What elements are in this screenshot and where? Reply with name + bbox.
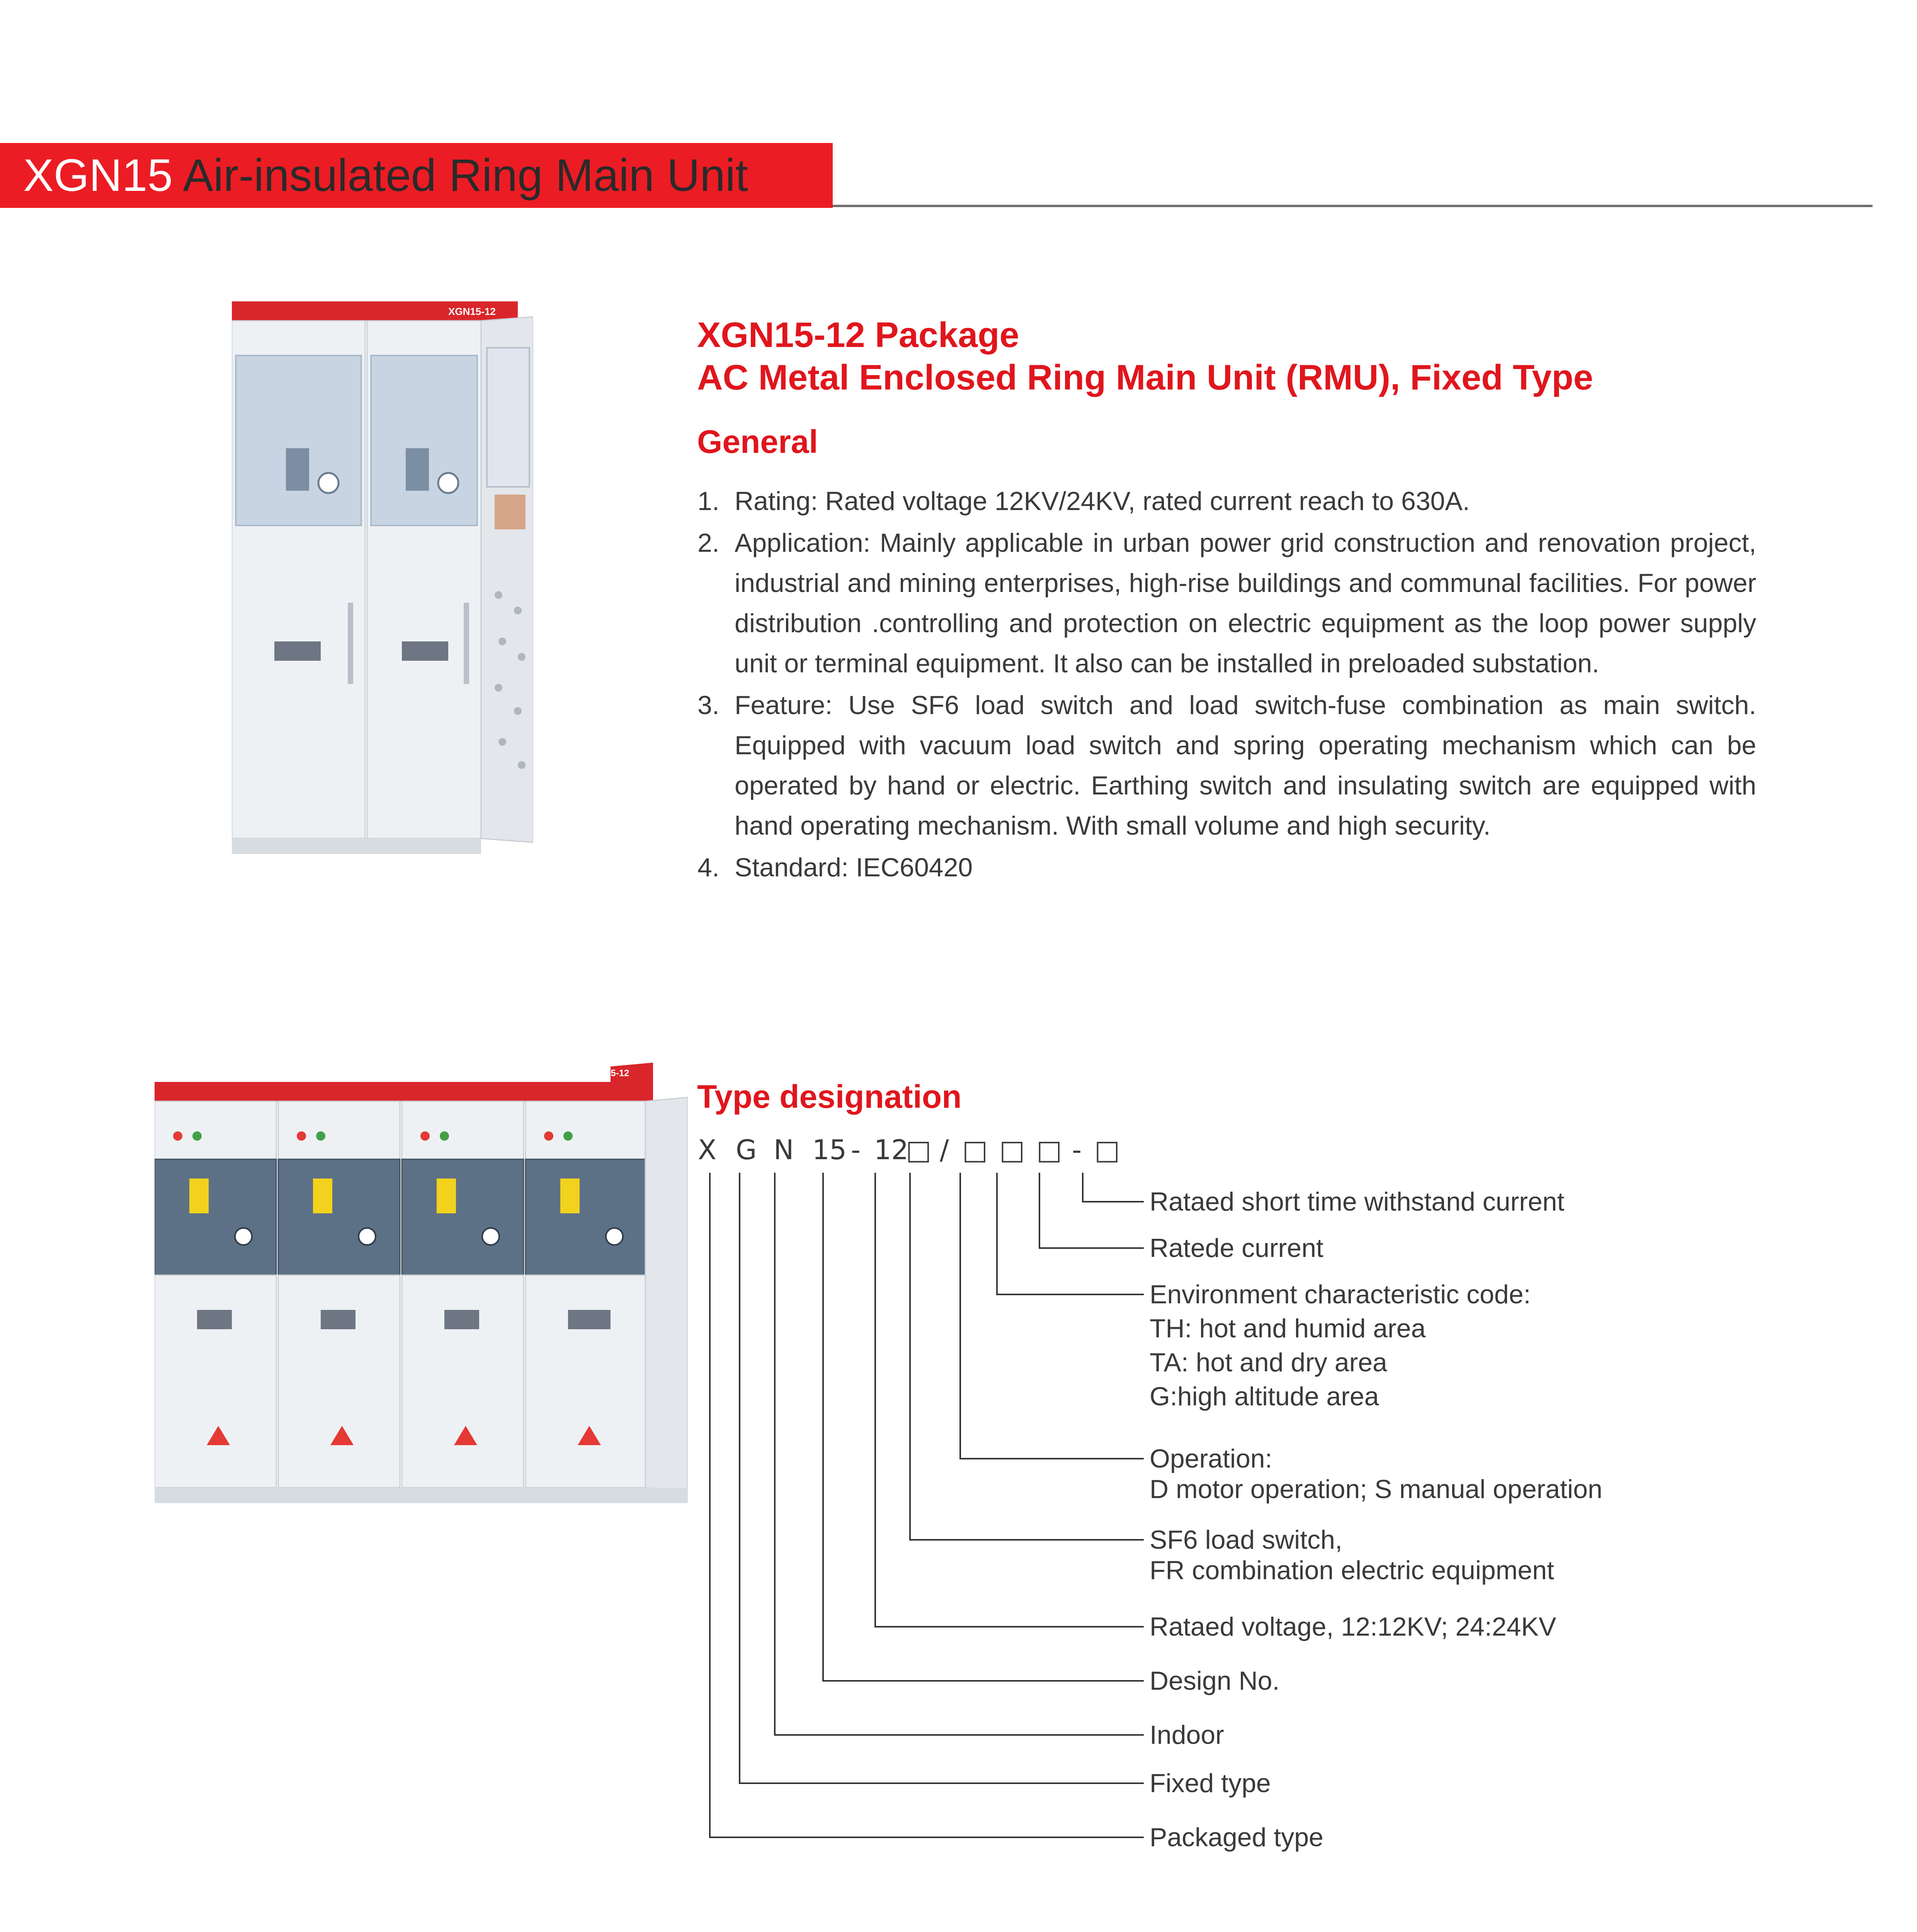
label-environment-code: Environment characteristic code:	[1150, 1280, 1531, 1309]
item-text: Standard: IEC60420	[735, 853, 973, 882]
code-char: □	[906, 1134, 932, 1166]
banner-title-text: Air-insulated Ring Main Unit	[183, 150, 748, 201]
code-char: N	[774, 1134, 794, 1166]
code-char: 12	[874, 1134, 909, 1166]
code-char: □	[962, 1134, 988, 1166]
label-rated-voltage: Rataed voltage, 12:12KV; 24:24KV	[1150, 1612, 1556, 1641]
label-rated-current: Ratede current	[1150, 1233, 1323, 1263]
item-number: 4.	[697, 853, 720, 882]
product-title-line1: XGN15-12 Package	[697, 315, 1019, 355]
code-char: 15	[812, 1134, 847, 1166]
code-char: □	[1094, 1134, 1120, 1166]
code-char: □	[1036, 1134, 1062, 1166]
cabinet-label-text: XGN15-12	[448, 306, 496, 317]
label-operation-detail: D motor operation; S manual operation	[1150, 1475, 1602, 1504]
code-char: G	[736, 1134, 757, 1166]
item-number: 3.	[697, 690, 720, 720]
label-env-th: TH: hot and humid area	[1150, 1314, 1426, 1343]
code-char: -	[1072, 1134, 1082, 1166]
item-text: Feature: Use SF6 load switch and load switch-fuse combination as main switch. Equipped with vacuum load switch and spring operating mechanism which can be operated by hand or electric. Earthing switch and insulating switch are equipped with hand operating mechanism. With small volume and high security.	[735, 690, 1756, 840]
item-text: Rating: Rated voltage 12KV/24KV, rated current reach to 630A.	[735, 486, 1470, 516]
code-char: /	[940, 1134, 949, 1166]
label-indoor: Indoor	[1150, 1720, 1224, 1750]
label-fixed-type: Fixed type	[1150, 1769, 1271, 1798]
label-fr-combination: FR combination electric equipment	[1150, 1556, 1554, 1585]
label-packaged-type: Packaged type	[1150, 1823, 1323, 1852]
item-text: Application: Mainly applicable in urban power grid construction and renovation project, industrial and mining enterprises, high-rise buildings and communal facilities. For power distribution .controlling and protection on electric equipment as the loop power supply unit or terminal equipment. It also can be installed in preloaded substation.	[735, 528, 1756, 678]
code-char: X	[698, 1134, 716, 1166]
banner-series: XGN15	[23, 150, 173, 201]
label-operation: Operation:	[1150, 1444, 1272, 1473]
label-env-g: G:high altitude area	[1150, 1382, 1379, 1411]
type-designation-heading: Type designation	[697, 1078, 962, 1115]
cabinet-label-small-text: XGN15-12	[585, 1068, 629, 1078]
label-sf6-switch: SF6 load switch,	[1150, 1525, 1342, 1554]
item-number: 1.	[697, 486, 720, 516]
label-short-time-current: Rataed short time withstand current	[1150, 1187, 1565, 1216]
label-env-ta: TA: hot and dry area	[1150, 1348, 1387, 1377]
general-heading: General	[697, 423, 818, 460]
product-title-line2: AC Metal Enclosed Ring Main Unit (RMU), Fixed Type	[697, 358, 1593, 397]
code-char: □	[999, 1134, 1025, 1166]
label-design-no: Design No.	[1150, 1666, 1280, 1696]
item-number: 2.	[697, 528, 720, 558]
code-char: -	[851, 1134, 861, 1166]
